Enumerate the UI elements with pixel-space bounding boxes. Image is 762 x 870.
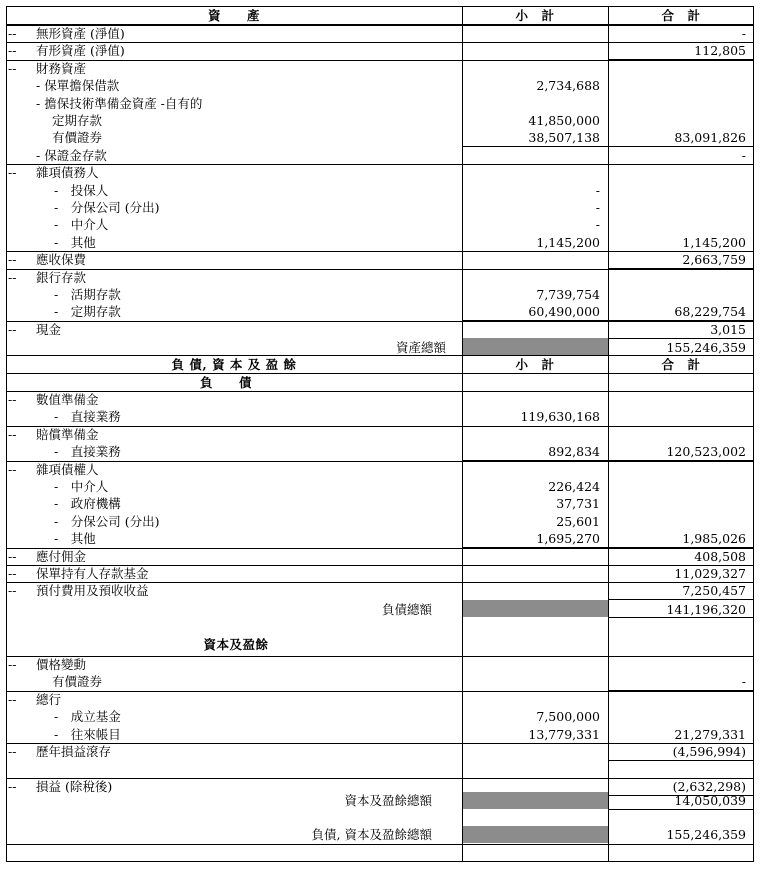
total-value: - <box>741 26 746 41</box>
item-divider <box>6 548 754 549</box>
line-item-row <box>6 582 754 599</box>
total-value: 408,508 <box>694 548 746 564</box>
grand-total-row <box>6 826 754 843</box>
liabilities-capital-header: 負 債, 資 本 及 盈 餘 <box>171 357 297 372</box>
bottom-border <box>6 861 754 862</box>
grand-total-value: 155,246,359 <box>666 827 746 842</box>
total-value: (4,596,994) <box>672 744 746 759</box>
line-item-row <box>6 216 754 233</box>
line-item-label: 歷年損益滾存 <box>36 744 112 759</box>
line-item-row <box>6 495 754 512</box>
liabilities-heading-row <box>6 374 754 391</box>
subtotal-value: 1,695,270 <box>536 531 600 547</box>
item-divider <box>6 656 754 657</box>
line-item-row <box>6 199 754 216</box>
dash-marker: -- <box>8 165 17 181</box>
line-item-label: 賠償準備金 <box>36 426 99 442</box>
line-item-label: 有價證券 <box>52 674 103 690</box>
item-divider <box>6 42 754 43</box>
grand-total-label: 負債, 資本及盈餘總額 <box>311 827 432 842</box>
line-item-row <box>6 443 754 460</box>
footer-line <box>6 844 754 845</box>
line-item-label: 銀行存款 <box>36 269 87 285</box>
line-item-row <box>6 147 754 164</box>
line-item-label: - 分保公司 (分出) <box>54 513 160 529</box>
subtotal-header: 小 計 <box>515 8 555 23</box>
subtotal-value: 119,630,168 <box>520 409 600 425</box>
subtotal-header-2: 小 計 <box>515 357 555 372</box>
line-item-row <box>6 164 754 181</box>
line-item-label: - 分保公司 (分出) <box>54 200 160 215</box>
dash-marker: -- <box>8 583 17 599</box>
line-item-row <box>6 129 754 146</box>
total-value: 83,091,826 <box>674 130 746 146</box>
line-item-row <box>6 426 754 443</box>
subtotal-value: 226,424 <box>548 479 600 494</box>
total-value: - <box>741 147 746 163</box>
subtotal-value: - <box>595 200 600 215</box>
line-item-row <box>6 286 754 303</box>
line-item-label: - 活期存款 <box>54 287 121 302</box>
line-item-row <box>6 321 754 338</box>
total-underline <box>609 809 753 810</box>
subtotal-value: 7,739,754 <box>536 287 600 302</box>
total-value: 7,250,457 <box>682 583 746 599</box>
line-item-row <box>6 60 754 77</box>
line-item-label: 數值準備金 <box>36 392 99 407</box>
total-underline <box>609 599 753 600</box>
item-divider <box>6 321 754 322</box>
item-divider <box>6 743 754 744</box>
line-item-label: 雜項債務人 <box>36 165 99 181</box>
total-value: 21,279,331 <box>674 726 746 742</box>
item-divider <box>6 251 754 252</box>
dash-marker: -- <box>8 657 17 672</box>
line-item-label: - 直接業務 <box>54 409 121 425</box>
line-item-row <box>6 461 754 478</box>
subtotal-value: 7,500,000 <box>536 709 600 725</box>
line-item-label: - 其他 <box>54 531 96 547</box>
line-item-label: 有價證券 <box>52 130 103 146</box>
dash-marker: -- <box>8 548 17 564</box>
item-divider <box>6 60 754 61</box>
line-item-row <box>6 112 754 129</box>
dash-marker: -- <box>8 461 17 477</box>
item-divider <box>6 391 754 392</box>
dash-marker: -- <box>8 779 17 795</box>
line-item-row <box>6 95 754 112</box>
assets-total-row <box>6 339 754 356</box>
item-divider <box>6 269 754 270</box>
line-item-label: 應收保費 <box>36 252 87 268</box>
line-item-label: 損益 (除稅後) <box>36 779 113 795</box>
line-item-label: 無形資產 (淨值) <box>36 26 125 41</box>
line-item-label: - 政府機構 <box>54 496 121 512</box>
line-item-label: - 直接業務 <box>54 444 121 460</box>
line-item-row <box>6 708 754 725</box>
total-value: 3,015 <box>710 321 746 337</box>
line-item-row <box>6 234 754 251</box>
subtotal-value: - <box>595 182 600 198</box>
line-item-row <box>6 269 754 286</box>
dash-marker: -- <box>8 43 17 59</box>
dash-marker: -- <box>8 60 17 76</box>
dash-marker: -- <box>8 252 17 268</box>
total-value: 1,985,026 <box>682 531 746 547</box>
total-header: 合 計 <box>661 8 701 23</box>
item-divider <box>6 691 754 692</box>
line-item-label: 雜項債權人 <box>36 461 99 477</box>
subtotal-value: 37,731 <box>556 496 600 512</box>
total-underline <box>609 617 753 618</box>
total-value: 120,523,002 <box>666 444 746 460</box>
line-item-label: 價格變動 <box>36 657 87 672</box>
line-item-label: - 成立基金 <box>54 709 121 725</box>
line-item-label: - 其他 <box>54 234 96 250</box>
subtotal-value: 1,145,200 <box>536 234 600 250</box>
balance-sheet <box>6 6 754 862</box>
total-value: 11,029,327 <box>674 566 746 581</box>
capital-heading: 資本及盈餘 <box>203 637 269 652</box>
total-underline <box>609 338 753 339</box>
assets-header: 資 產 <box>207 8 260 23</box>
liabilities-heading: 負 債 <box>199 375 252 390</box>
liabilities-total-label: 負債總額 <box>381 602 432 617</box>
capital-total-value: 14,050,039 <box>674 793 746 808</box>
line-item-row <box>6 251 754 268</box>
line-item-row <box>6 408 754 425</box>
line-item-label: 現金 <box>36 321 62 337</box>
line-item-row <box>6 391 754 408</box>
total-underline <box>609 760 753 761</box>
line-item-row <box>6 77 754 94</box>
subtotal-value: 60,490,000 <box>528 304 600 320</box>
subtotal-value: 41,850,000 <box>528 113 600 128</box>
dash-marker: -- <box>8 26 17 41</box>
total-underline <box>609 795 753 796</box>
line-item-row <box>6 691 754 708</box>
subtotal-value: 13,779,331 <box>528 726 600 742</box>
line-item-row <box>6 530 754 547</box>
line-item-row <box>6 25 754 42</box>
dash-marker: -- <box>8 269 17 285</box>
line-item-label: 財務資產 <box>36 60 87 76</box>
total-header-2: 合 計 <box>661 357 701 372</box>
line-item-label: - 往來帳目 <box>54 726 121 742</box>
capital-total-label: 資本及盈餘總額 <box>344 793 432 808</box>
dash-marker: -- <box>8 392 17 407</box>
line-item-label: - 擔保技術準備金資產 -自有的 <box>36 95 203 111</box>
item-divider <box>6 426 754 427</box>
total-value: 2,663,759 <box>682 252 746 268</box>
item-divider <box>6 778 754 779</box>
dash-marker: -- <box>8 321 17 337</box>
line-item-row <box>6 513 754 530</box>
line-item-row <box>6 726 754 743</box>
line-item-row <box>6 548 754 565</box>
line-item-row <box>6 478 754 495</box>
line-item-row <box>6 565 754 582</box>
line-item-row <box>6 778 754 795</box>
line-item-row <box>6 656 754 673</box>
line-item-label: 預付費用及預收收益 <box>36 583 149 599</box>
line-item-label: 應付佣金 <box>36 548 87 564</box>
item-divider <box>6 582 754 583</box>
line-item-label: - 中介人 <box>54 479 109 494</box>
item-divider <box>6 461 754 462</box>
line-item-label: 保單持有人存款基金 <box>36 566 149 581</box>
item-divider <box>6 25 754 26</box>
line-item-label: - 投保人 <box>54 182 109 198</box>
line-item-label: 總行 <box>36 691 62 707</box>
line-item-label: - 保單擔保借款 <box>36 78 120 94</box>
line-item-label: 定期存款 <box>52 113 103 128</box>
line-item-row <box>6 42 754 59</box>
total-value: 112,805 <box>694 43 746 59</box>
dash-marker: -- <box>8 744 17 759</box>
line-item-row <box>6 673 754 690</box>
liabilities-header-row <box>6 356 754 373</box>
item-divider <box>6 565 754 566</box>
total-value: - <box>741 674 746 690</box>
assets-total-label: 資產總額 <box>395 340 446 355</box>
line-item-row <box>6 303 754 320</box>
dash-marker: -- <box>8 566 17 581</box>
subtotal-value: 892,834 <box>548 444 600 460</box>
line-item-label: - 定期存款 <box>54 304 121 320</box>
line-item-label: - 中介人 <box>54 217 109 233</box>
assets-total-value: 155,246,359 <box>666 340 746 355</box>
assets-header-row <box>6 7 754 24</box>
subtotal-value: 38,507,138 <box>528 130 600 146</box>
total-value: (2,632,298) <box>672 779 746 795</box>
total-value: 1,145,200 <box>682 234 746 250</box>
subtotal-value: 25,601 <box>556 513 600 529</box>
capital-heading-row <box>6 636 754 653</box>
item-divider <box>6 164 754 165</box>
line-item-label: - 保證金存款 <box>36 147 107 163</box>
dash-marker: -- <box>8 691 17 707</box>
liabilities-total-row <box>6 601 754 618</box>
line-item-row <box>6 182 754 199</box>
liabilities-total-value: 141,196,320 <box>666 602 746 617</box>
subtotal-value: - <box>595 217 600 233</box>
dash-marker: -- <box>8 426 17 442</box>
total-value: 68,229,754 <box>674 304 746 320</box>
line-item-row <box>6 743 754 760</box>
line-item-label: 有形資產 (淨值) <box>36 43 125 59</box>
subtotal-value: 2,734,688 <box>536 78 600 94</box>
